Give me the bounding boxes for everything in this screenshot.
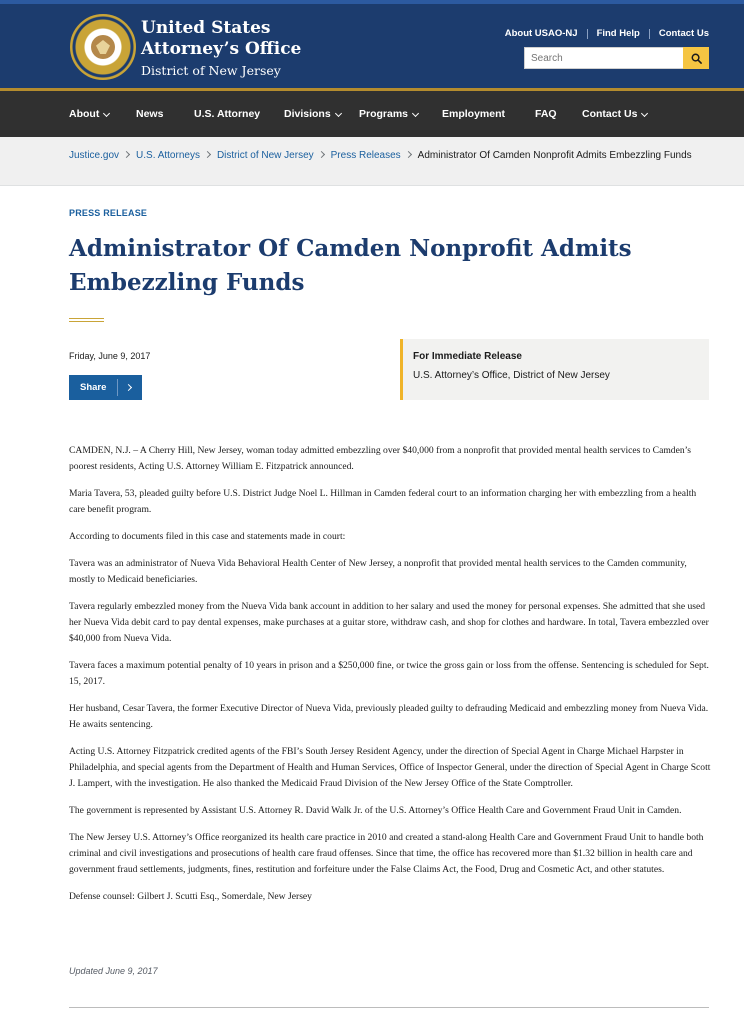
article-paragraph: CAMDEN, N.J. – A Cherry Hill, New Jersey, woman today admitted embezzling over $40,000 from a nonprofit that provided mental health services to Camden’s poorest residents, Acting U.S. Attorney William E. Fitzpatrick announced. [69, 445, 692, 472]
page-title: Administrator Of Camden Nonprofit Admits Embezzling Funds [69, 235, 632, 296]
release-office: U.S. Attorney’s Office, District of New Jersey [413, 370, 610, 381]
release-info-box [400, 339, 709, 400]
utility-links [505, 28, 709, 39]
article-paragraph: Her husband, Cesar Tavera, the former Executive Director of Nueva Vida, previously pleaded guilty to defrauding Medicaid and embezzling money from Nueva Vida. He awaits sentencing. [69, 703, 709, 730]
share-divider [117, 379, 118, 396]
title-divider [69, 318, 104, 322]
chevron-down-icon [335, 109, 342, 116]
article-paragraph: Acting U.S. Attorney Fitzpatrick credited agents of the FBI’s South Jersey Resident Agency, under the direction of Special Agent in Charge Michael Harpster in Philadelphia, and special agents from the Department of Health and Human Services, Office of Inspector General, under the direction of Special Agent in Charge Scott J. Lampert, with the investigation. He also thanked the Medicaid Fraud Division of the New Jersey Office of the State Comptroller. [69, 746, 711, 789]
doj-seal-icon[interactable] [70, 14, 136, 80]
search-input[interactable] [524, 47, 683, 69]
find-help-link[interactable]: Find Help [596, 28, 640, 39]
nav-item-label: Contact Us [582, 108, 638, 120]
chevron-down-icon [103, 109, 110, 116]
nav-item-label: U.S. Attorney [194, 108, 261, 120]
about-usao-nj-link[interactable]: About USAO-NJ [504, 28, 578, 39]
nav-item-label: Divisions [284, 108, 331, 120]
nav-item-about[interactable] [69, 91, 109, 137]
article-paragraph: According to documents filed in this case and statements made in court: [69, 531, 346, 542]
nav-item-label: Programs [359, 108, 409, 120]
article-paragraph: The New Jersey U.S. Attorney’s Office reorganized its health care practice in 2010 and created a stand-along Health Care and Government Fraud Unit to handle both criminal and civil investigations and prosecutions of health care fraud offenses. Since that time, the office has recovered more than $1.32 billion in health care and government fraud settlements, judgments, fines, restitution and forfeiture under the False Claims Act, the Food, Drug and Cosmetic Act, and other statutes. [69, 832, 704, 875]
nav-item-label: FAQ [535, 108, 557, 120]
site-title-line1: United States [141, 18, 271, 38]
nav-item-us-attorney[interactable] [194, 91, 260, 137]
article-paragraph: Maria Tavera, 53, pleaded guilty before U.S. District Judge Noel L. Hillman in Camden federal court to an information charging her with embezzling from a health care benefit program. [69, 488, 697, 515]
nav-item-employment[interactable] [442, 91, 505, 137]
search-form [524, 47, 709, 69]
breadcrumb-current: Administrator Of Camden Nonprofit Admits Embezzling Funds [417, 150, 692, 161]
defense-counsel: Defense counsel: Gilbert J. Scutti Esq., Somerdale, New Jersey [69, 891, 312, 902]
updated-date: Updated June 9, 2017 [69, 966, 158, 976]
press-release-eyebrow: PRESS RELEASE [69, 208, 148, 218]
article-paragraph: Tavera was an administrator of Nueva Vida Behavioral Health Center of New Jersey, a nonprofit that provided mental health services to the Camden community, mostly to Medicaid beneficiaries. [69, 558, 687, 585]
contact-us-link[interactable]: Contact Us [658, 28, 709, 39]
breadcrumb-link-press-releases[interactable]: Press Releases [330, 150, 401, 161]
breadcrumb-link-us-attorneys[interactable]: U.S. Attorneys [136, 150, 200, 161]
release-title: For Immediate Release [413, 351, 522, 362]
chevron-right-icon [405, 151, 412, 158]
chevron-down-icon [641, 109, 648, 116]
share-button[interactable] [69, 375, 142, 400]
nav-item-label: Employment [442, 108, 506, 120]
article-paragraph: Tavera faces a maximum potential penalty of 10 years in prison and a $250,000 fine, or twice the gross gain or loss from the offense. Sentencing is scheduled for Sept. 15, 2017. [69, 660, 709, 687]
nav-item-label: About [69, 108, 100, 120]
article-paragraph: Tavera regularly embezzled money from the Nueva Vida bank account in addition to her salary and used the money for personal expenses. She admitted that she used her Nueva Vida debit card to pay dental expenses, make purchases at a guitar store, withdraw cash, and shop for clothes and hardware. In total, Tavera embezzled over $40,000 from Nueva Vida. [69, 601, 709, 644]
nav-item-programs[interactable] [359, 91, 418, 137]
chevron-right-icon [318, 151, 325, 158]
publish-date: Friday, June 9, 2017 [69, 351, 151, 361]
site-title-line2: Attorney’s Office [141, 39, 302, 59]
utility-divider [649, 29, 650, 39]
footer-divider [69, 1007, 709, 1008]
nav-item-news[interactable] [136, 91, 163, 137]
chevron-right-icon [204, 151, 211, 158]
nav-item-contact-us[interactable] [582, 91, 647, 137]
search-button[interactable] [683, 47, 709, 69]
share-label: Share [80, 382, 107, 393]
search-icon [691, 53, 702, 64]
utility-divider [587, 29, 588, 39]
chevron-right-icon [123, 151, 130, 158]
nav-item-faq[interactable] [535, 91, 557, 137]
breadcrumb-link-district-nj[interactable]: District of New Jersey [216, 150, 314, 161]
site-title[interactable] [141, 18, 301, 80]
breadcrumb [0, 137, 744, 186]
article-paragraph: The government is represented by Assistant U.S. Attorney R. David Walk Jr. of the U.S. Attorney’s Office Health Care and Government Fraud Unit in Camden. [69, 805, 682, 816]
main-nav [0, 88, 744, 137]
breadcrumb-link-justice-gov[interactable]: Justice.gov [69, 150, 120, 161]
chevron-down-icon [412, 109, 419, 116]
nav-item-divisions[interactable] [284, 91, 341, 137]
nav-item-label: News [136, 108, 164, 120]
site-header [0, 0, 744, 88]
chevron-right-icon [125, 384, 132, 391]
article-body [69, 443, 711, 916]
site-title-line3: District of New Jersey [141, 63, 281, 78]
breadcrumb-trail [69, 148, 709, 163]
